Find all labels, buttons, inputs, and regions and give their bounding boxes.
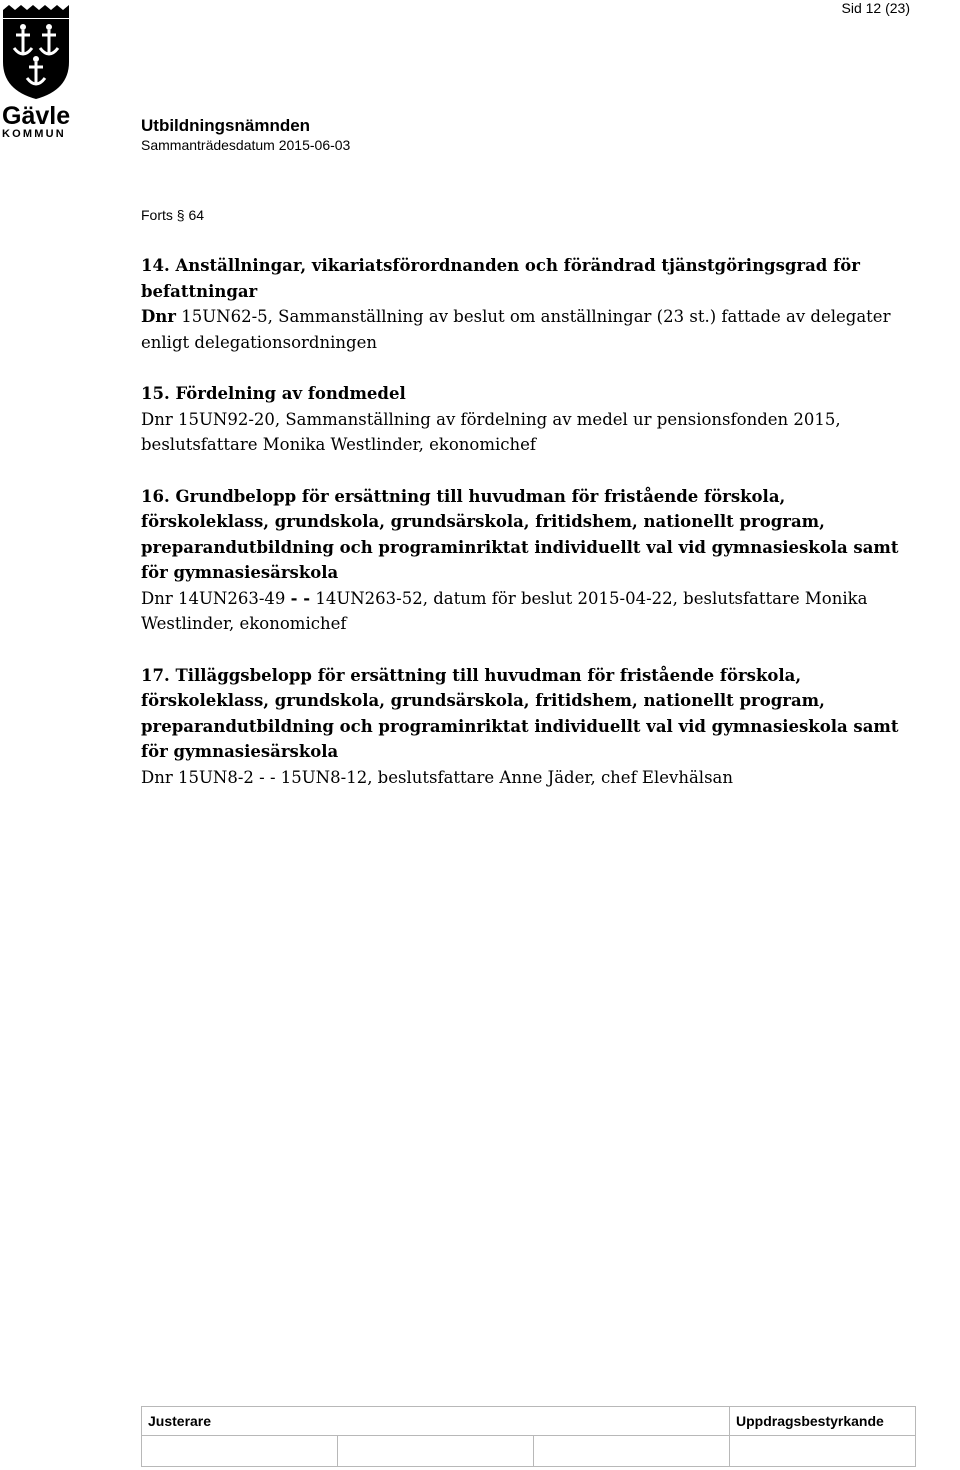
committee-name: Utbildningsnämnden <box>141 116 311 135</box>
list-item <box>141 381 901 458</box>
coat-of-arms-icon <box>3 5 69 99</box>
item-body: Dnr 15UN92-20, Sammanställning av fördelning av medel ur pensionsfonden 2015, beslutsfattare Monika Westlinder, ekonomichef <box>141 409 841 454</box>
decision-list <box>141 253 901 816</box>
item-heading: 16. Grundbelopp för ersättning till huvudman för fristående förskola, förskoleklass, grundskola, grundsärskola, fritidshem, nationellt program, preparandutbildning och programinriktat individuellt val vid gymnasieskola samt för gymnasiesärskola <box>141 486 899 582</box>
logo-sub: KOMMUN <box>2 128 66 138</box>
document-header <box>141 116 350 154</box>
list-item <box>141 484 901 637</box>
item-body <box>141 304 901 355</box>
signature-box <box>534 1436 730 1467</box>
signature-box <box>730 1436 916 1467</box>
uppdragsbestyrkande-label: Uppdragsbestyrkande <box>730 1407 916 1436</box>
signature-table <box>141 1406 916 1467</box>
page-number: Sid 12 (23) <box>841 0 910 16</box>
list-item <box>141 253 901 355</box>
gavle-kommun-logo <box>0 4 76 138</box>
justerare-label: Justerare <box>142 1407 730 1436</box>
item-heading: 14. Anställningar, vikariatsförordnanden och förändrad tjänstgöringsgrad för befattningar <box>141 256 860 301</box>
item-body-text: 14UN263-52, datum för beslut 2015-04-22, beslutsfattare Monika Westlinder, ekonomichef <box>141 588 868 633</box>
item-body: Dnr 15UN8-2 - - 15UN8-12, beslutsfattare Anne Jäder, chef Elevhälsan <box>141 767 734 787</box>
signature-box <box>338 1436 534 1467</box>
signature-box <box>142 1436 338 1467</box>
meeting-date: Sammanträdesdatum 2015-06-03 <box>141 137 351 153</box>
item-heading: 15. Fördelning av fondmedel <box>141 384 406 403</box>
logo-name: Gävle <box>2 102 71 130</box>
item-heading: 17. Tilläggsbelopp för ersättning till huvudman för fristående förskola, förskoleklass, grundskola, grundsärskola, fritidshem, nationellt program, preparandutbildning och programinriktat individuellt val vid gymnasieskola samt för gymnasiesärskola <box>141 665 899 761</box>
list-item <box>141 663 901 791</box>
range-separator: - - <box>290 588 311 608</box>
item-body <box>141 586 901 637</box>
item-body-text: Dnr 14UN263-49 <box>141 588 291 608</box>
dnr-label: Dnr <box>141 307 176 326</box>
item-body-text: 15UN62-5, Sammanställning av beslut om anställningar (23 st.) fattade av delegater enligt delegationsordningen <box>141 307 891 352</box>
continuation-label: Forts § 64 <box>141 207 205 223</box>
